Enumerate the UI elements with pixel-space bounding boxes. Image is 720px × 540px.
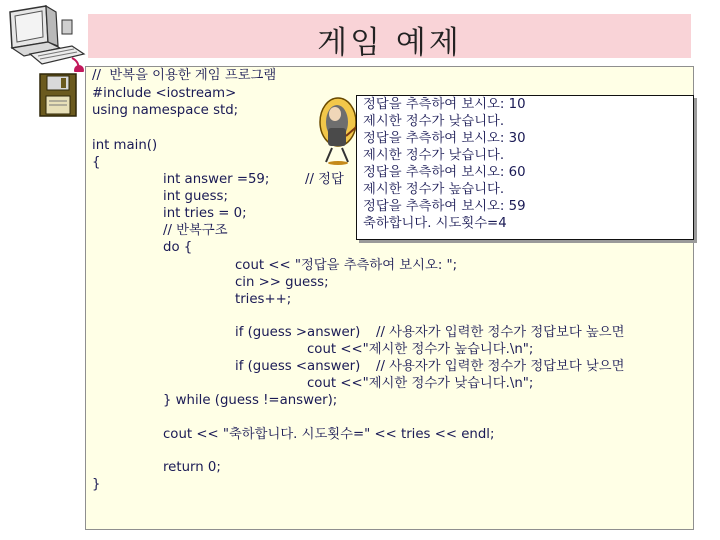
code-if-low: if (guess <answer) xyxy=(235,359,361,374)
code-cout-low: cout <<"제시한 정수가 낮습니다.\n"; xyxy=(307,376,534,391)
computer-clipart-icon xyxy=(2,2,88,72)
code-if-high-comment: // 사용자가 입력한 정수가 정답보다 높으면 xyxy=(376,325,625,340)
code-cout-congrats: cout << "축하합니다. 시도횟수=" << tries << endl; xyxy=(163,427,495,442)
code-return: return 0; xyxy=(163,460,221,475)
output-line: 정답을 추측하여 보시오: 59 xyxy=(363,199,526,214)
code-increment: tries++; xyxy=(235,292,292,307)
code-close-brace: } xyxy=(92,477,101,492)
output-line: 정답을 추측하여 보시오: 10 xyxy=(363,97,526,112)
code-answer-comment: // 정답 xyxy=(305,172,344,187)
output-line: 축하합니다. 시도횟수=4 xyxy=(363,216,507,231)
floppy-disk-icon xyxy=(38,72,80,120)
code-comment-title: // 반복을 이용한 게임 프로그램 xyxy=(92,68,277,83)
code-if-low-comment: // 사용자가 입력한 정수가 정답보다 낮으면 xyxy=(376,359,625,374)
output-line: 제시한 정수가 높습니다. xyxy=(363,182,505,197)
code-cin: cin >> guess; xyxy=(235,275,329,290)
code-using: using namespace std; xyxy=(92,103,239,118)
console-output-box xyxy=(356,95,694,240)
code-cout-high: cout <<"제시한 정수가 높습니다.\n"; xyxy=(307,342,534,357)
code-cout-prompt: cout << "정답을 추측하여 보시오: "; xyxy=(235,258,458,273)
code-include: #include <iostream> xyxy=(92,86,237,101)
code-do: do { xyxy=(163,240,193,255)
code-if-high: if (guess >answer) xyxy=(235,325,361,340)
output-line: 제시한 정수가 낮습니다. xyxy=(363,148,505,163)
output-line: 정답을 추측하여 보시오: 30 xyxy=(363,131,526,146)
code-loop-comment: // 반복구조 xyxy=(163,223,228,238)
code-main: int main() xyxy=(92,138,158,153)
output-line: 제시한 정수가 낮습니다. xyxy=(363,114,505,129)
code-answer: int answer =59; xyxy=(163,172,270,187)
title-banner xyxy=(88,14,691,61)
code-open-brace: { xyxy=(92,155,101,170)
code-tries: int tries = 0; xyxy=(163,206,247,221)
slide-title: 게임 예제 xyxy=(317,25,462,61)
output-line: 정답을 추측하여 보시오: 60 xyxy=(363,165,526,180)
code-while: } while (guess !=answer); xyxy=(163,393,338,408)
code-guess: int guess; xyxy=(163,189,228,204)
